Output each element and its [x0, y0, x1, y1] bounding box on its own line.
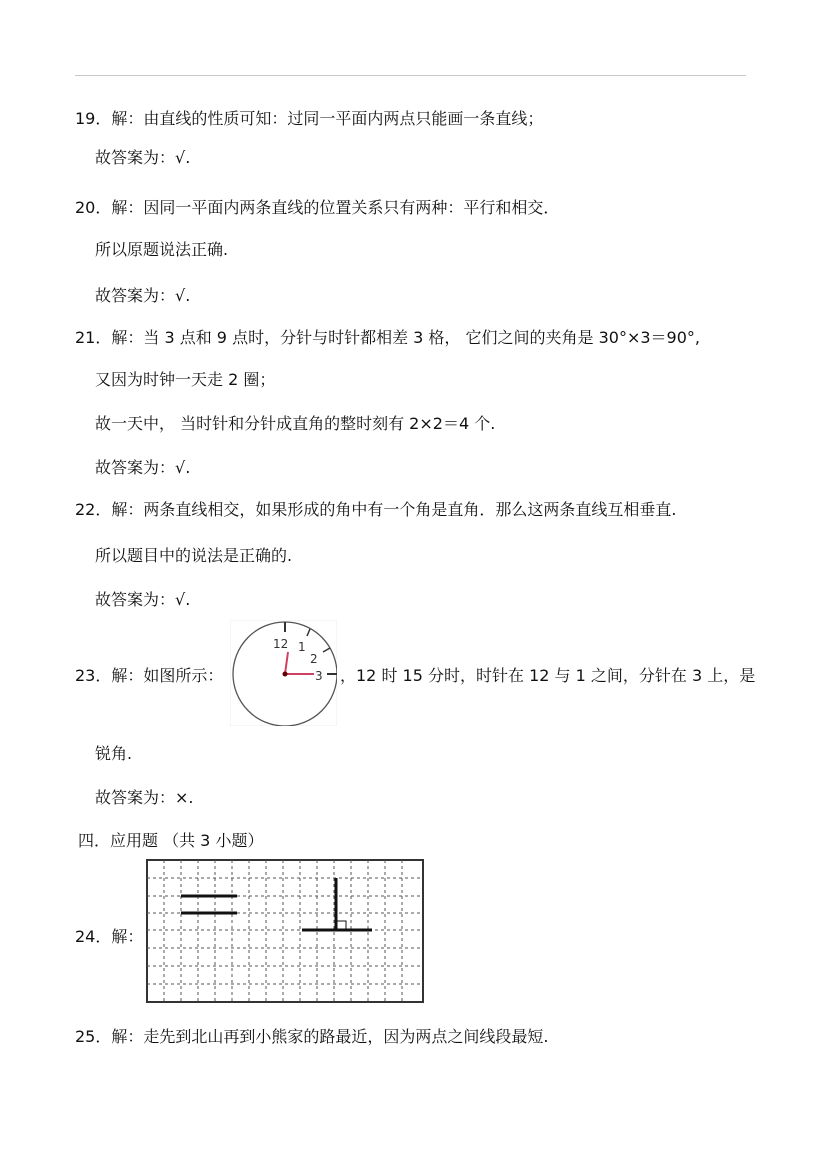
answer-19: 19．解：由直线的性质可知：过同一平面内两点只能画一条直线； [75, 109, 544, 128]
answer-21-line: 故一天中， 当时针和分针成直角的整时刻有 2×2＝4 个. [95, 414, 496, 433]
clock-label-1: 1 [298, 640, 306, 654]
answer-22-line: 所以题目中的说法是正确的. [95, 546, 293, 565]
answer-21-line: 又因为时钟一天走 2 圈； [95, 370, 276, 389]
clock-center [283, 672, 288, 677]
clock-label-3: 3 [315, 669, 323, 683]
answer-23-result: 故答案为：×. [95, 788, 194, 807]
answer-19-result: 故答案为：√. [95, 148, 191, 167]
answer-23: 23．解：如图所示： [75, 666, 224, 685]
grid-figure [145, 858, 425, 1004]
answer-20-line: 所以原题说法正确. [95, 240, 229, 259]
answer-22-result: 故答案为：√. [95, 590, 191, 609]
header-divider [75, 75, 746, 76]
answer-22: 22．解：两条直线相交，如果形成的角中有一个角是直角．那么这两条直线互相垂直. [75, 500, 677, 519]
answer-25: 25．解：走先到北山再到小熊家的路最近，因为两点之间线段最短. [75, 1027, 549, 1046]
answer-21: 21．解：当 3 点和 9 点时，分针与时针都相差 3 格， 它们之间的夹角是 30°×3＝90°, [75, 328, 700, 347]
clock-figure [230, 620, 337, 726]
answer-21-result: 故答案为：√. [95, 458, 191, 477]
clock-label-12: 12 [273, 637, 289, 651]
answer-24: 24．解： [75, 927, 144, 946]
section-heading: 四．应用题 （共 3 小题） [78, 831, 264, 850]
answer-20-result: 故答案为：√. [95, 286, 191, 305]
clock-label-2: 2 [310, 652, 318, 666]
answer-23-text: ，12 时 15 分时，时针在 12 与 1 之间，分针在 3 上，是 [340, 666, 756, 685]
answer-20: 20．解：因同一平面内两条直线的位置关系只有两种：平行和相交． [75, 198, 560, 217]
answer-23-line: 锐角. [95, 744, 133, 763]
